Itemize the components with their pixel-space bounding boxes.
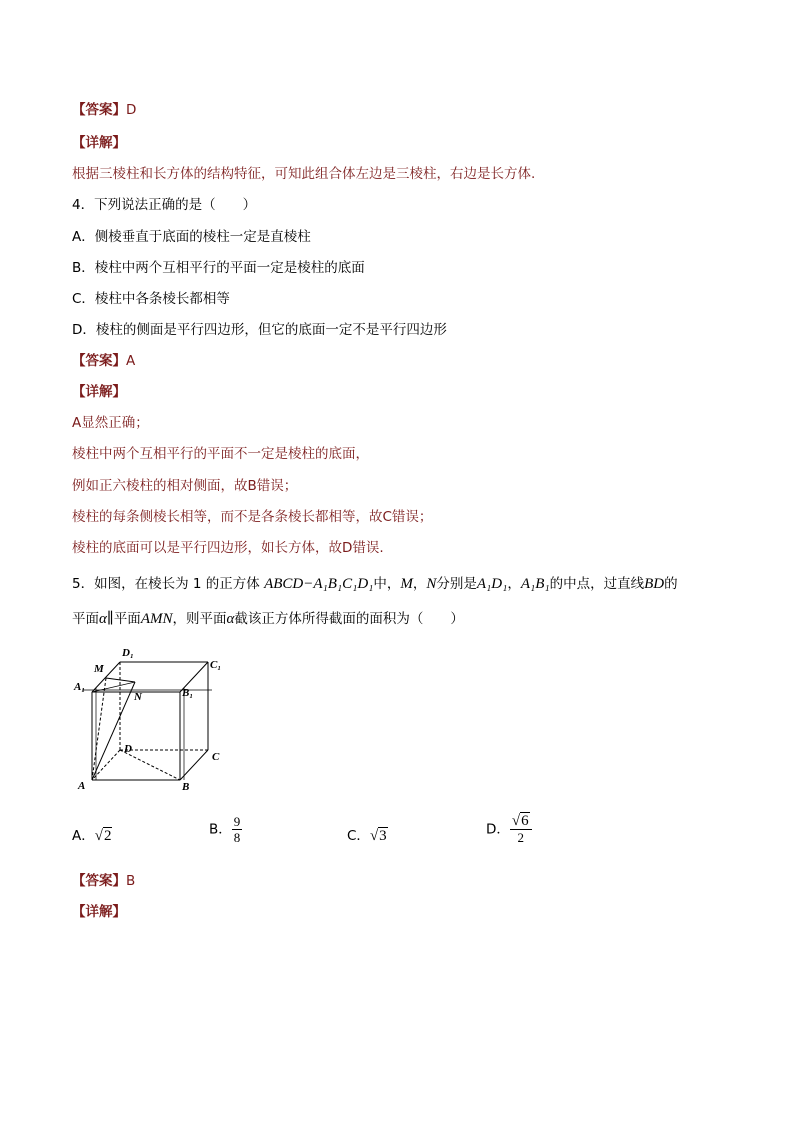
q4-explanation-1: A显然正确； (72, 415, 149, 431)
q3-detail-line (72, 134, 126, 152)
q3-answer-line (72, 101, 136, 119)
label-n: N (134, 691, 142, 703)
q3-explanation: 根据三棱柱和长方体的结构特征，可知此组合体左边是三棱柱，右边是长方体. (72, 166, 536, 182)
answer-value: B (126, 873, 136, 889)
q4-answer-line (72, 352, 135, 370)
q4-detail-line (72, 383, 126, 401)
option-label: D． (486, 821, 510, 838)
answer-value: A (126, 353, 136, 369)
label-b1: B₁ (182, 687, 194, 699)
q5-answer-line (72, 872, 135, 890)
q5-stem-text: 中， (373, 576, 401, 592)
label-b: B (182, 781, 190, 793)
plane-alpha: α (99, 611, 107, 627)
label-m: M (94, 663, 104, 675)
q4-stem: 4．下列说法正确的是（ ） (72, 197, 257, 213)
radicand: 3 (379, 828, 387, 844)
sqrt-expression: √2 (94, 828, 112, 844)
detail-tag: 【详解】 (72, 135, 126, 151)
q5-option-b (209, 814, 242, 845)
radicand: 2 (103, 828, 112, 844)
parallel-symbol: ∥ (106, 611, 114, 627)
label-a: A (78, 780, 86, 792)
q4-option-a: A．侧棱垂直于底面的棱柱一定是直棱柱 (72, 229, 311, 245)
q4-explanation-5: 棱柱的底面可以是平行四边形，如长方体，故D错误. (72, 540, 384, 556)
q5-stem-text: ，则平面 (172, 611, 227, 627)
answer-tag: 【答案】 (72, 873, 126, 889)
q5-stem-line2 (72, 610, 464, 628)
radicand: 6 (521, 813, 529, 829)
q5-option-c (347, 824, 388, 845)
q4-option-d: D．棱柱的侧面是平行四边形，但它的底面一定不是平行四边形 (72, 322, 447, 338)
detail-tag: 【详解】 (72, 904, 126, 920)
sqrt-expression: √3 (369, 828, 387, 844)
numerator: 9 (233, 814, 241, 829)
point-n: N (426, 576, 437, 592)
cube-name: ABCD−A₁B₁C₁D₁ (264, 576, 374, 592)
label-c1: C₁ (210, 659, 222, 671)
q5-stem-text: 平面 (113, 611, 141, 627)
q5-stem-text: 截该正方体所得截面的面积为（ ） (234, 611, 464, 627)
q5-stem-text: ， (507, 576, 521, 592)
label-c: C (212, 751, 220, 763)
denominator: 8 (233, 830, 241, 845)
q4-option-b: B．棱柱中两个互相平行的平面一定是棱柱的底面 (72, 260, 365, 276)
q5-stem-text: ， (412, 576, 427, 592)
cube-figure (72, 640, 232, 798)
label-d1: D₁ (122, 647, 134, 659)
q4-explanation-2: 棱柱中两个互相平行的平面不一定是棱柱的底面， (72, 446, 369, 462)
q5-stem-text: 5．如图，在棱长为 1 的正方体 (72, 576, 260, 592)
detail-tag: 【详解】 (72, 384, 126, 400)
label-a1: A₁ (74, 681, 86, 693)
option-label: A． (72, 828, 95, 844)
answer-value: D (126, 102, 137, 118)
answer-tag: 【答案】 (72, 102, 126, 118)
plane-alpha: α (226, 611, 235, 627)
q4-explanation-3: 例如正六棱柱的相对侧面，故B错误； (72, 478, 298, 494)
fraction (510, 814, 532, 845)
q4-explanation-4: 棱柱的每条侧棱长相等，而不是各条棱长都相等，故C错误； (72, 509, 433, 525)
q5-option-a (72, 824, 112, 845)
q5-detail-line (72, 903, 126, 921)
q5-stem-text: 的 (664, 576, 678, 592)
q5-stem-text: 分别是 (436, 576, 477, 592)
answer-tag: 【答案】 (72, 353, 126, 369)
q4-option-c: C．棱柱中各条棱长都相等 (72, 291, 230, 307)
label-d: D (124, 743, 132, 755)
plane-amn: AMN (140, 611, 173, 627)
option-label: B． (209, 821, 232, 838)
q5-stem-text: 平面 (72, 611, 99, 627)
q5-option-d (486, 814, 532, 845)
q5-stem-text: 的中点，过直线 (549, 576, 645, 592)
line-bd: BD (644, 576, 665, 592)
denominator: 2 (510, 829, 532, 845)
segment-a1d1: A₁D₁ (476, 576, 508, 592)
q5-stem-line1 (72, 575, 678, 593)
numerator: √6 (511, 813, 529, 829)
segment-a1b1: A₁B₁ (520, 576, 550, 592)
point-m: M (400, 576, 413, 592)
option-label: C． (347, 828, 370, 844)
fraction (232, 814, 243, 845)
